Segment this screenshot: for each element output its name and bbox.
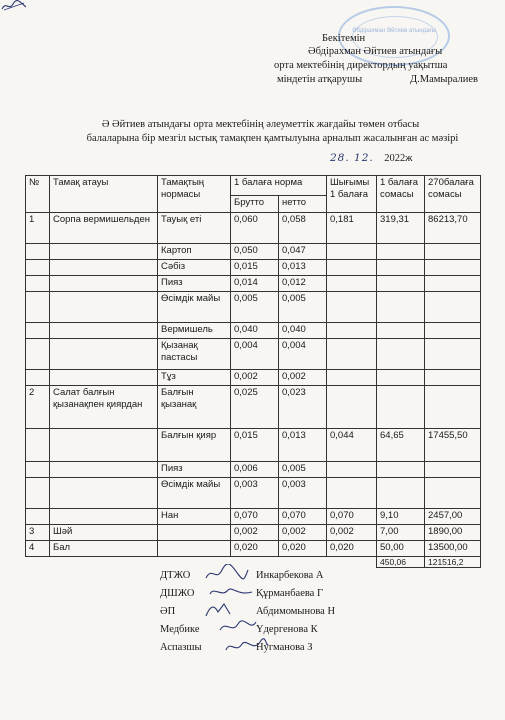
cell-dish [50, 462, 158, 478]
cell-output: 0,181 [327, 213, 377, 244]
cell-dish: Сорпа вермишельден [50, 213, 158, 244]
cell-num [26, 370, 50, 386]
cell-ingredient: Қызанақ пастасы [158, 339, 231, 370]
table-header-row [26, 176, 481, 196]
cell-brutto: 0,060 [231, 213, 279, 244]
cell-cost-one [377, 462, 425, 478]
cell-output [327, 462, 377, 478]
cell-cost-one [377, 370, 425, 386]
cell-ingredient: Пияз [158, 462, 231, 478]
cell-netto: 0,003 [279, 478, 327, 509]
table-total-row [26, 557, 481, 568]
cell-output: 0,002 [327, 525, 377, 541]
cell-cost-one [377, 386, 425, 429]
cell-cost-one [377, 276, 425, 292]
table-row [26, 339, 481, 370]
cell-dish [50, 370, 158, 386]
cell-cost-270 [425, 339, 481, 370]
cell-cost-270: 2457,00 [425, 509, 481, 525]
cell-cost-270: 86213,70 [425, 213, 481, 244]
signature-role: Медбике [160, 624, 200, 635]
menu-table [25, 175, 481, 568]
cell-brutto: 0,025 [231, 386, 279, 429]
cell-num: 3 [26, 525, 50, 541]
cell-num [26, 260, 50, 276]
cell-cost-one: 7,00 [377, 525, 425, 541]
cell-cost-one [377, 260, 425, 276]
cell-output [327, 244, 377, 260]
header-num: № [26, 176, 50, 213]
table-row [26, 541, 481, 557]
approval-heading: Бекітемін [322, 33, 366, 44]
cell-dish [50, 478, 158, 509]
approval-block [0, 0, 505, 110]
document-date [330, 152, 413, 164]
cell-netto: 0,070 [279, 509, 327, 525]
cell-cost-270 [425, 244, 481, 260]
cell-output [327, 478, 377, 509]
cell-cost-one [377, 478, 425, 509]
table-row [26, 244, 481, 260]
signature-role: Аспазшы [160, 642, 202, 653]
table-row [26, 429, 481, 462]
cell-netto: 0,058 [279, 213, 327, 244]
cell-num: 1 [26, 213, 50, 244]
cell-cost-270 [425, 260, 481, 276]
date-year: 2022ж [384, 153, 413, 164]
cell-netto: 0,013 [279, 260, 327, 276]
table-row [26, 276, 481, 292]
cell-num [26, 323, 50, 339]
header-netto: нетто [279, 196, 327, 213]
cell-ingredient: Өсімдік майы [158, 292, 231, 323]
signature-role: ДТЖО [160, 570, 191, 581]
cell-brutto: 0,070 [231, 509, 279, 525]
cell-cost-one: 319,31 [377, 213, 425, 244]
cell-netto: 0,004 [279, 339, 327, 370]
cell-output [327, 370, 377, 386]
cell-ingredient [158, 525, 231, 541]
cell-cost-270 [425, 276, 481, 292]
cell-cost-270 [425, 478, 481, 509]
cell-output: 0,044 [327, 429, 377, 462]
cell-ingredient: Вермишель [158, 323, 231, 339]
cell-dish [50, 323, 158, 339]
cell-ingredient: Өсімдік майы [158, 478, 231, 509]
cell-netto: 0,002 [279, 370, 327, 386]
cell-num [26, 478, 50, 509]
cell-cost-one: 50,00 [377, 541, 425, 557]
cell-cost-one [377, 292, 425, 323]
cell-num [26, 462, 50, 478]
cell-num [26, 292, 50, 323]
signature-role: ӘП [160, 606, 176, 617]
table-row [26, 462, 481, 478]
signature-row [160, 570, 460, 584]
cell-brutto: 0,015 [231, 260, 279, 276]
approval-position: орта мектебінің директордың уақытша [274, 60, 448, 71]
cell-cost-270: 17455,50 [425, 429, 481, 462]
cell-netto: 0,012 [279, 276, 327, 292]
header-output: Шығымы 1 балаға [327, 176, 377, 213]
cell-output [327, 260, 377, 276]
total-cost-270: 121516,2 [425, 557, 481, 568]
signature-role: ДШЖО [160, 588, 195, 599]
cell-brutto: 0,003 [231, 478, 279, 509]
signature-row [160, 606, 460, 620]
cell-brutto: 0,005 [231, 292, 279, 323]
director-signature [0, 0, 28, 12]
cell-cost-270 [425, 323, 481, 339]
cell-ingredient: Сәбіз [158, 260, 231, 276]
cell-ingredient: Балғын қияр [158, 429, 231, 462]
cell-netto: 0,002 [279, 525, 327, 541]
cell-cost-270 [425, 386, 481, 429]
table-row [26, 260, 481, 276]
cell-cost-one: 9,10 [377, 509, 425, 525]
cell-netto: 0,047 [279, 244, 327, 260]
cell-brutto: 0,006 [231, 462, 279, 478]
cell-dish [50, 276, 158, 292]
table-row [26, 370, 481, 386]
cell-cost-270 [425, 462, 481, 478]
cell-num [26, 429, 50, 462]
cell-ingredient: Нан [158, 509, 231, 525]
handwritten-signature [204, 564, 250, 584]
table-row [26, 213, 481, 244]
approval-role: міндетін атқарушы [277, 74, 363, 85]
cell-brutto: 0,020 [231, 541, 279, 557]
cell-cost-one [377, 339, 425, 370]
table-row [26, 323, 481, 339]
cell-num: 2 [26, 386, 50, 429]
cell-brutto: 0,002 [231, 525, 279, 541]
cell-netto: 0,013 [279, 429, 327, 462]
signature-name: Үдергенова К [256, 624, 318, 635]
cell-brutto: 0,040 [231, 323, 279, 339]
cell-cost-one [377, 244, 425, 260]
handwritten-signature [208, 582, 254, 602]
cell-dish [50, 260, 158, 276]
cell-cost-270 [425, 292, 481, 323]
cell-brutto: 0,004 [231, 339, 279, 370]
cell-cost-one: 64,65 [377, 429, 425, 462]
cell-num [26, 509, 50, 525]
header-per-child: 1 балаға норма [231, 176, 327, 196]
cell-cost-270: 13500,00 [425, 541, 481, 557]
cell-dish [50, 244, 158, 260]
header-dish: Тамақ атауы [50, 176, 158, 213]
cell-dish [50, 429, 158, 462]
cell-netto: 0,005 [279, 462, 327, 478]
cell-num [26, 276, 50, 292]
table-row [26, 386, 481, 429]
table-row [26, 525, 481, 541]
cell-netto: 0,005 [279, 292, 327, 323]
table-row [26, 292, 481, 323]
header-cost-one: 1 балаға сомасы [377, 176, 425, 213]
signature-name: Нугманова З [256, 642, 313, 653]
cell-netto: 0,023 [279, 386, 327, 429]
cell-netto: 0,020 [279, 541, 327, 557]
approval-school: Әбдірахман Әйтиев атындағы [308, 46, 443, 57]
cell-output: 0,020 [327, 541, 377, 557]
header-cost-270: 270балаға сомасы [425, 176, 481, 213]
header-norm: Тамақтың нормасы [158, 176, 231, 213]
signature-name: Инкарбекова А [256, 570, 324, 581]
cell-ingredient [158, 541, 231, 557]
cell-brutto: 0,015 [231, 429, 279, 462]
date-handwritten: 28. 12. [330, 152, 374, 164]
cell-ingredient: Балғын қызанақ [158, 386, 231, 429]
signature-row [160, 624, 460, 638]
cell-dish [50, 292, 158, 323]
signature-name: Абдимомынова Н [256, 606, 336, 617]
cell-brutto: 0,050 [231, 244, 279, 260]
cell-output [327, 292, 377, 323]
total-cost-one: 450,06 [377, 557, 425, 568]
cell-cost-one [377, 323, 425, 339]
cell-netto: 0,040 [279, 323, 327, 339]
cell-output [327, 276, 377, 292]
cell-output: 0,070 [327, 509, 377, 525]
cell-dish [50, 339, 158, 370]
cell-ingredient: Пияз [158, 276, 231, 292]
cell-ingredient: Тауық еті [158, 213, 231, 244]
header-brutto: Брутто [231, 196, 279, 213]
cell-num: 4 [26, 541, 50, 557]
cell-dish: Бал [50, 541, 158, 557]
cell-brutto: 0,002 [231, 370, 279, 386]
document-title-line1: Ә Әйтиев атындағы орта мектебінің әлеуметтік жағдайы төмен отбасы [101, 119, 420, 130]
cell-output [327, 386, 377, 429]
director-name: Д.Мамыралиев [410, 74, 478, 85]
cell-num [26, 244, 50, 260]
cell-dish: Салат балғын қызанақпен қиярдан [50, 386, 158, 429]
stamp-text: Әбдірахман Әйтиев атындағы [352, 28, 436, 34]
handwritten-signature [200, 600, 246, 620]
cell-output [327, 339, 377, 370]
signature-row [160, 642, 460, 656]
cell-num [26, 339, 50, 370]
table-row [26, 478, 481, 509]
cell-brutto: 0,014 [231, 276, 279, 292]
signature-name: Құрманбаева Г [256, 588, 324, 599]
cell-dish [50, 509, 158, 525]
cell-output [327, 323, 377, 339]
cell-ingredient: Картоп [158, 244, 231, 260]
cell-cost-270 [425, 370, 481, 386]
cell-cost-270: 1890,00 [425, 525, 481, 541]
cell-dish: Шәй [50, 525, 158, 541]
document-title-line2: балаларына бір мезгіл ыстық тамақпен қамтылуына арналып жасалынған ас мәзірі [86, 133, 459, 144]
signature-block [160, 570, 460, 680]
cell-ingredient: Тұз [158, 370, 231, 386]
table-row [26, 509, 481, 525]
